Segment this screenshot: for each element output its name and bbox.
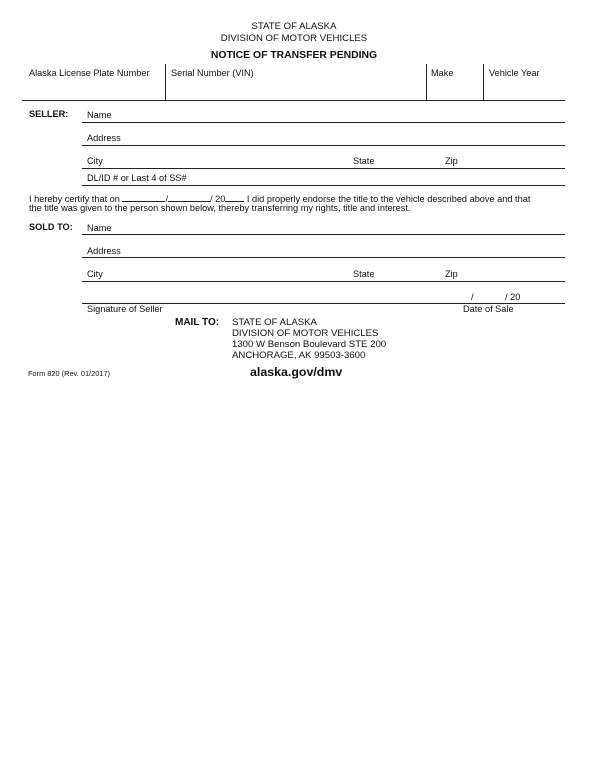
mail-to-line4: ANCHORAGE, AK 99503-3600 [232,350,366,361]
buyer-zip-label: Zip [445,269,458,279]
make-label: Make [431,68,454,78]
signature-label: Signature of Seller [87,304,163,314]
division-name: DIVISION OF MOTOR VEHICLES [220,33,368,44]
certify-prefix: I hereby certify that on [29,194,120,204]
buyer-address-label: Address [87,246,121,256]
certify-month-blank[interactable] [122,192,165,202]
mail-to-label: MAIL TO: [175,317,220,328]
seller-name-label: Name [87,110,112,120]
vehicle-divider [426,64,427,100]
date-of-sale-label: Date of Sale [463,304,514,314]
vehicle-divider [483,64,484,100]
seller-name-line[interactable] [82,122,565,123]
seller-city-label: City [87,156,103,166]
buyer-name-label: Name [87,223,112,233]
sale-date-year: / 20 [505,292,521,302]
seller-id-label: DL/ID # or Last 4 of SS# [87,173,187,183]
website-link[interactable]: alaska.gov/dmv [250,365,343,379]
form-number: Form 820 (Rev. 01/2017) [28,369,111,378]
certify-middle: I did properly endorse the title to the vehicle described above and that [246,194,531,204]
certify-day-blank[interactable] [168,192,210,202]
vehicle-year-label: Vehicle Year [489,68,540,78]
form-title: NOTICE OF TRANSFER PENDING [210,50,378,61]
seller-state-label: State [353,156,375,166]
plate-number-label: Alaska License Plate Number [29,68,150,78]
agency-name: STATE OF ALASKA [251,21,337,32]
buyer-city-line[interactable] [82,281,565,282]
seller-city-line[interactable] [82,168,565,169]
seller-id-line[interactable] [82,185,565,186]
vin-label: Serial Number (VIN) [171,68,254,78]
mail-to-line3: 1300 W Benson Boulevard STE 200 [232,339,387,350]
seller-address-line[interactable] [82,145,565,146]
buyer-state-label: State [353,269,375,279]
vehicle-divider [165,64,166,100]
buyer-address-line[interactable] [82,257,565,258]
certify-year-prefix: / 20 [210,194,226,204]
seller-section-label: SELLER: [29,109,69,119]
buyer-city-label: City [87,269,103,279]
vehicle-box-bottom [22,100,565,101]
seller-zip-label: Zip [445,156,458,166]
mail-to-line2: DIVISION OF MOTOR VEHICLES [232,328,379,339]
certification-line2: the title was given to the person shown below, thereby transferring my rights, title and interest. [29,203,411,213]
certify-slash: / [165,194,169,204]
buyer-name-line[interactable] [82,234,565,235]
mail-to-line1: STATE OF ALASKA [232,317,317,328]
seller-address-label: Address [87,133,121,143]
buyer-section-label: SOLD TO: [29,222,73,232]
certify-year-blank[interactable] [225,192,244,202]
sale-date-slash: / [471,292,474,302]
